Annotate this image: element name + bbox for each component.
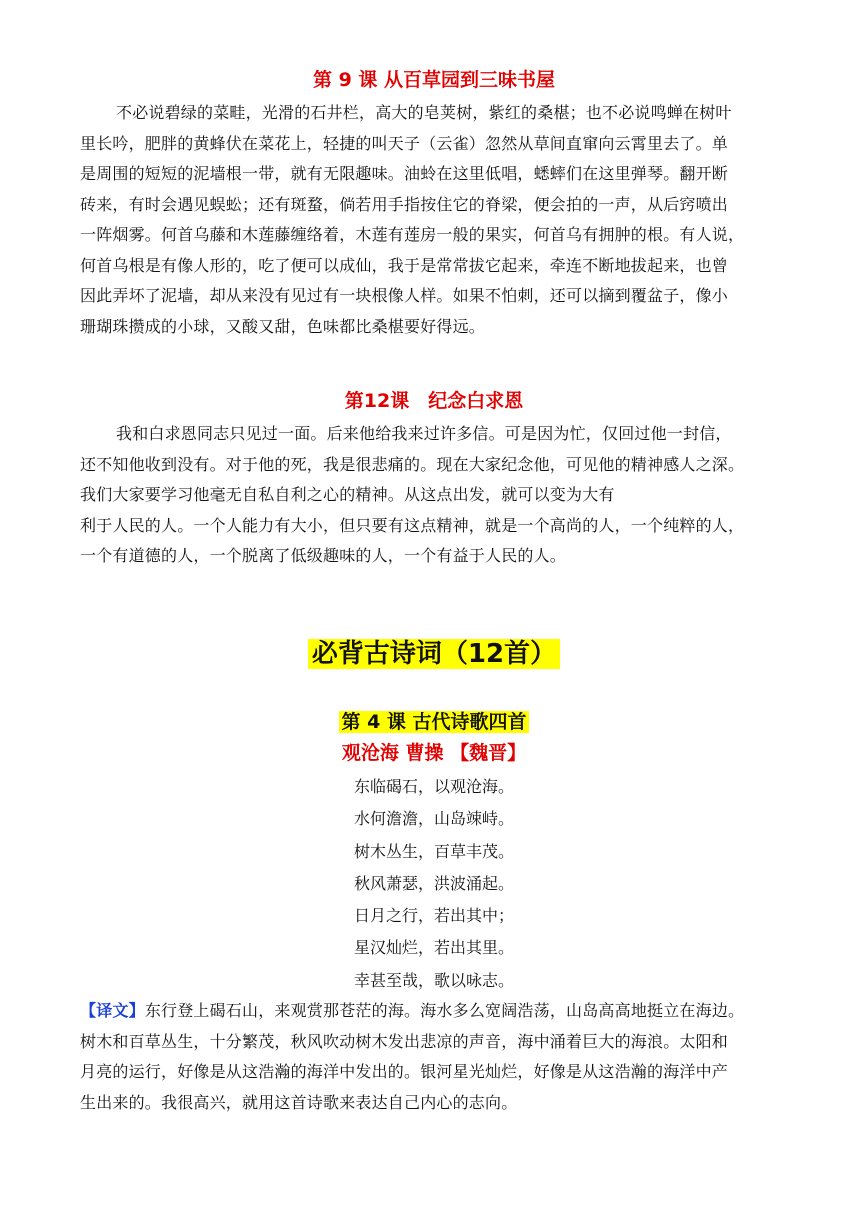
translation-line: 树木和百草丛生，十分繁茂，秋风吹动树木发出悲凉的声音，海中涌着巨大的海浪。太阳和 [80, 1031, 729, 1051]
lesson9-title: 第 9 课 从百草园到三味书屋 [312, 69, 556, 91]
translation-line: 月亮的运行，好像是从这浩瀚的海洋中发出的。银河星光灿烂，好像是从这浩瀚的海洋中产 [80, 1062, 729, 1081]
translation-passage [80, 996, 792, 1118]
poem-line: 东临碣石，以观沧海。 [353, 777, 514, 796]
poem-line: 星汉灿烂，若出其里。 [353, 938, 514, 958]
passage-line: 我们大家要学习他毫无自私自利之心的精神。从这点出发，就可以变为大有 [80, 485, 615, 504]
poem-line: 秋风萧瑟，洪波涌起。 [353, 873, 514, 893]
translation-line-first [80, 996, 792, 1027]
passage-line: 珊瑚珠攒成的小球，又酸又甜，色味都比桑椹要好得远。 [80, 316, 486, 336]
passage-line: 因此弄坏了泥墙，却从来没有见过有一块根像人样。如果不怕刺，还可以摘到覆盆子，像小 [80, 286, 729, 305]
passage-line: 砖来，有时会遇见蜈蚣；还有斑蝥，倘若用手指按住它的脊梁，便会拍的一声，从后窍喷出 [80, 194, 729, 214]
lesson9-passage [80, 98, 792, 342]
passage-line: 我和白求恩同志只见过一面。后来他给我来过许多信。可是因为忙，仅回过他一封信， [116, 424, 732, 443]
translation-text: 东行登上碣石山，来观赏那苍茫的海。海水多么宽阔浩荡，山岛高高地挺立在海边。 [144, 1001, 745, 1020]
section-title-text: 必背古诗词（12首） [308, 639, 560, 669]
passage-line: 里长吟，肥胖的黄蜂伏在菜花上，轻捷的叫天子（云雀）忽然从草间直窜向云霄里去了。单 [80, 133, 729, 153]
passage-line: 还不知他收到没有。对于他的死，我是很悲痛的。现在大家纪念他，可见他的精神感人之深。 [80, 454, 745, 474]
poem-title: 观沧海 曹操 【魏晋】 [341, 742, 527, 764]
poem-line: 水何澹澹，山岛竦峙。 [353, 809, 514, 829]
translation-label: 【译文】 [80, 1001, 145, 1020]
passage-line: 何首乌根是有像人形的，吃了便可以成仙，我于是常常拔它起来，牵连不断地拔起来，也曾 [80, 255, 729, 275]
section-title [0, 634, 868, 674]
passage-line: 利于人民的人。一个人能力有大小，但只要有这点精神，就是一个高尚的人，一个纯粹的人， [80, 515, 745, 535]
passage-line: 一个有道德的人，一个脱离了低级趣味的人，一个有益于人民的人。 [80, 546, 567, 565]
lesson4-title [0, 709, 868, 735]
translation-line: 生出来的。我很高兴，就用这首诗歌来表达自己内心的志向。 [80, 1092, 518, 1112]
poem-line: 树木丛生，百草丰茂。 [353, 841, 514, 861]
poem-line: 日月之行，若出其中； [353, 906, 514, 926]
poem-line: 幸甚至哉，歌以咏志。 [353, 970, 514, 990]
lesson12-title: 第12课 纪念白求恩 [344, 390, 524, 412]
passage-line: 是周围的短短的泥墙根一带，就有无限趣味。油蛉在这里低唱，蟋蟀们在这里弹琴。翻开断 [80, 164, 729, 183]
lesson4-title-text: 第 4 课 古代诗歌四首 [341, 711, 527, 733]
passage-line: 不必说碧绿的菜畦，光滑的石井栏，高大的皂荚树，紫红的桑椹；也不必说鸣蝉在树叶 [116, 103, 732, 122]
lesson12-passage [80, 419, 792, 572]
poem-body [0, 771, 868, 997]
passage-line: 一阵烟雾。何首乌藤和木莲藤缠络着，木莲有莲房一般的果实，何首乌有拥肿的根。有人说， [80, 225, 745, 244]
